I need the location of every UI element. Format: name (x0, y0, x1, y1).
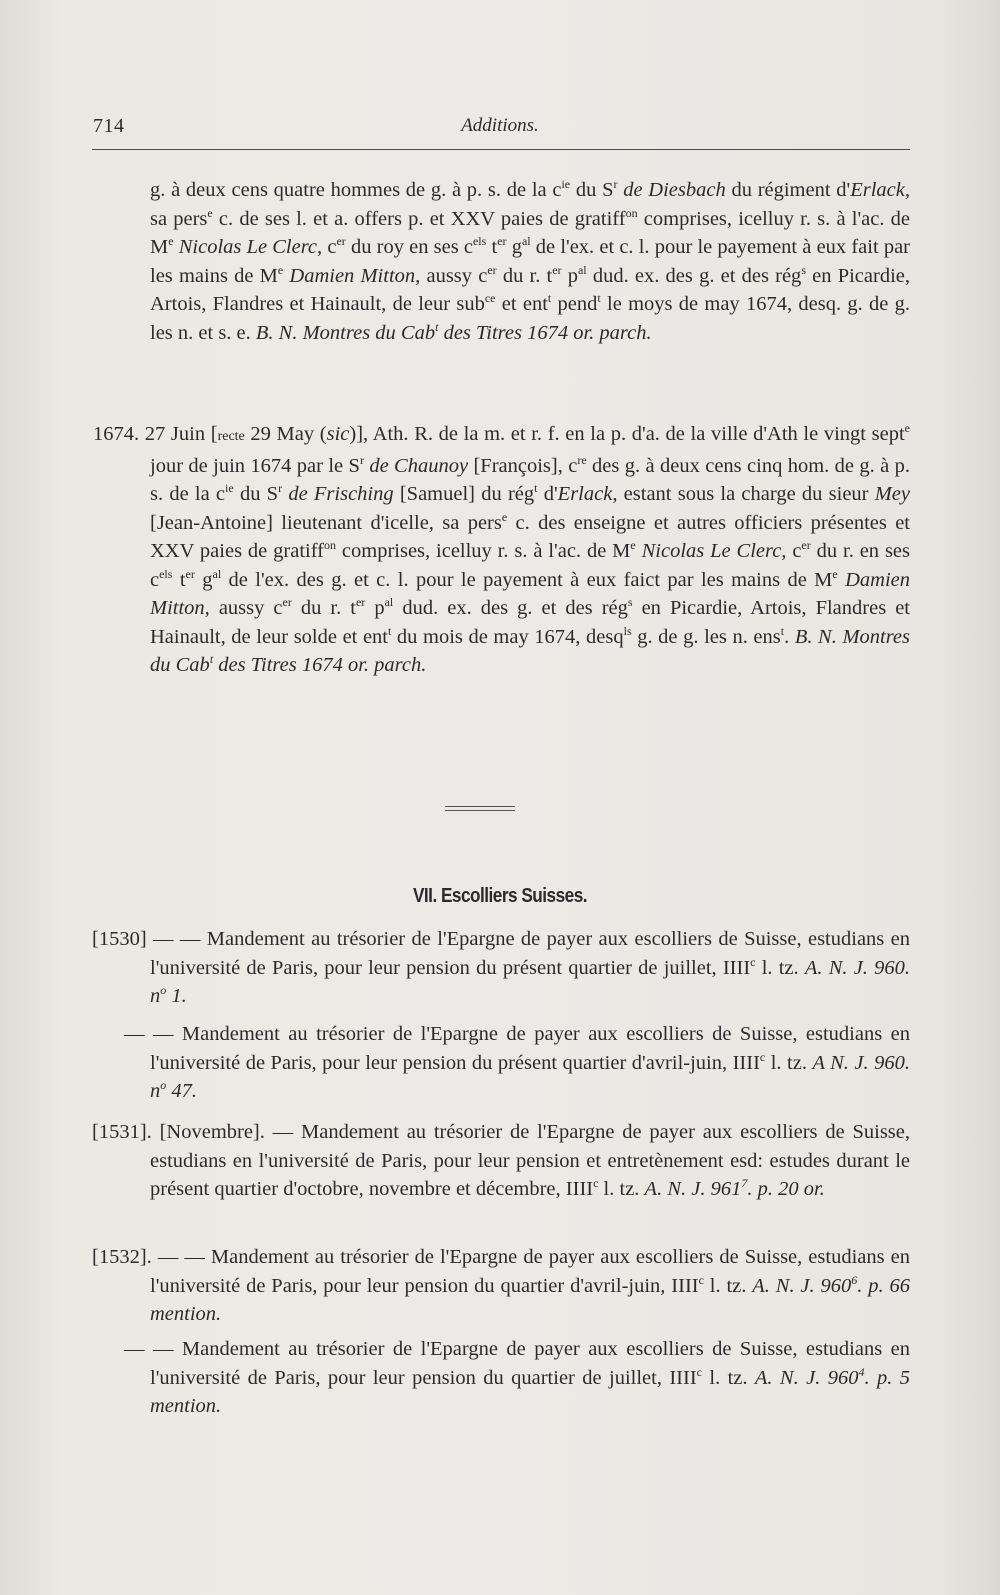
section-title: VII. Escolliers Suisses. (412, 885, 588, 907)
entry-paragraph-1: g. à deux cens quatre hommes de g. à p. s. de la $c^{ie}$ du $S^r$ de Diesbach du régiment d'Erlack, sa pers$^e$ c. de ses l. et a. offers p. et XXV paies de gratiff$^{on}$ comprises, icelluy r. s. à l'ac. de Me Nicolas Le Clerc, $c^{er}$ du roy en ses $c^{els}$ $t^{er}$ $g^{al}$ de l'ex. et c. l. pour le payement à eux fait par les mains de Me Damien Mitton, aussy $c^{er}$ du r. $t^{er}$ $p^{al}$ dud. ex. des g. et des rég$^s$ en Picardie, Artois, Flandres et Hainault, de leur sub$^{ce}$ et ent$^t$ pend$^t$ le moys de may 1674, desq. g. de g. les n. et s. e. B. N. Montres du Cab$^t$ des Titres 1674 or. parch. (150, 177, 911, 344)
entry-1530-b: — — Mandement au trésorier de l'Epargne de payer aux escolliers de Suisse, estudians en l'université de Paris, pour leur pension du présent quartier d'avril-juin, IIII$^c$ l. tz. A N. J. 960. $n^o$ 47. (124, 1023, 911, 1102)
header-rule (92, 149, 910, 150)
page-number: 714 (93, 115, 125, 137)
entry-1530: [1530] — — Mandement au trésorier de l'Epargne de payer aux escolliers de Suisse, estudians en l'université de Paris, pour leur pension du présent quartier de juillet, IIII$^c$ l. tz. A. N. J. 960. $n^o$ 1. (92, 928, 910, 1007)
running-title: Additions. (461, 115, 539, 136)
entry-1532: [1532]. — — Mandement au trésorier de l'Epargne de payer aux escolliers de Suisse, estudians en l'université de Paris, pour leur pension du quartier d'avril-juin, IIII$^c$ l. tz. A. N. J. $960^6$. p. 66 mention. (92, 1246, 911, 1325)
entry-1532-b: — — Mandement au trésorier de l'Epargne de payer aux escolliers de Suisse, estudians en l'université de Paris, pour leur pension du quartier de juillet, IIII$^c$ l. tz. A. N. J. $960^4$. p. 5 mention. (124, 1338, 911, 1417)
section-divider (445, 806, 515, 811)
entry-date: 1674. (93, 423, 140, 445)
entry-paragraph-1674: 1674. 27 Juin [recte 29 May (sic)], Ath. R. de la m. et r. f. en la p. d'a. de la ville d'Ath le vingt sept$^e$ jour de juin 1674 par le $S^r$ de Chaunoy [François], $c^{re}$ des g. à deux cens cinq hom. de g. à p. s. de la $c^{ie}$ du $S^r$ de Frisching [Samuel] du rég$^t$ d'Erlack, estant sous la charge du sieur Mey [Jean-Antoine] lieutenant d'icelle, sa pers$^e$ c. des enseigne et autres officiers présentes et XXV paies de gratiff$^{on}$ comprises, icelluy r. s. à l'ac. de Me Nicolas Le Clerc, $c^{er}$ du r. en ses $c^{els}$ $t^{er}$ $g^{al}$ de l'ex. des g. et c. l. pour le payement à eux faict par les mains de Me Damien Mitton, aussy $c^{er}$ du r. $t^{er}$ $p^{al}$ dud. ex. des g. et des rég$^s$ en Picardie, Artois, Flandres et Hainault, de leur solde et ent$^t$ du mois de may 1674, desq$^{ls}$ g. de g. les n. ens$^t$. B. N. Montres du Cab$^t$ des Titres 1674 or. parch. (93, 421, 911, 676)
entry-1531: [1531]. [Novembre]. — Mandement au trésorier de l'Epargne de payer aux escolliers de Suisse, estudians en l'université de Paris, pour leur pension et entretènement esd: estudes durant le présent quartier d'octobre, novembre et décembre, IIII$^c$ l. tz. A. N. J. $961^7$. p. 20 or. (92, 1121, 910, 1200)
